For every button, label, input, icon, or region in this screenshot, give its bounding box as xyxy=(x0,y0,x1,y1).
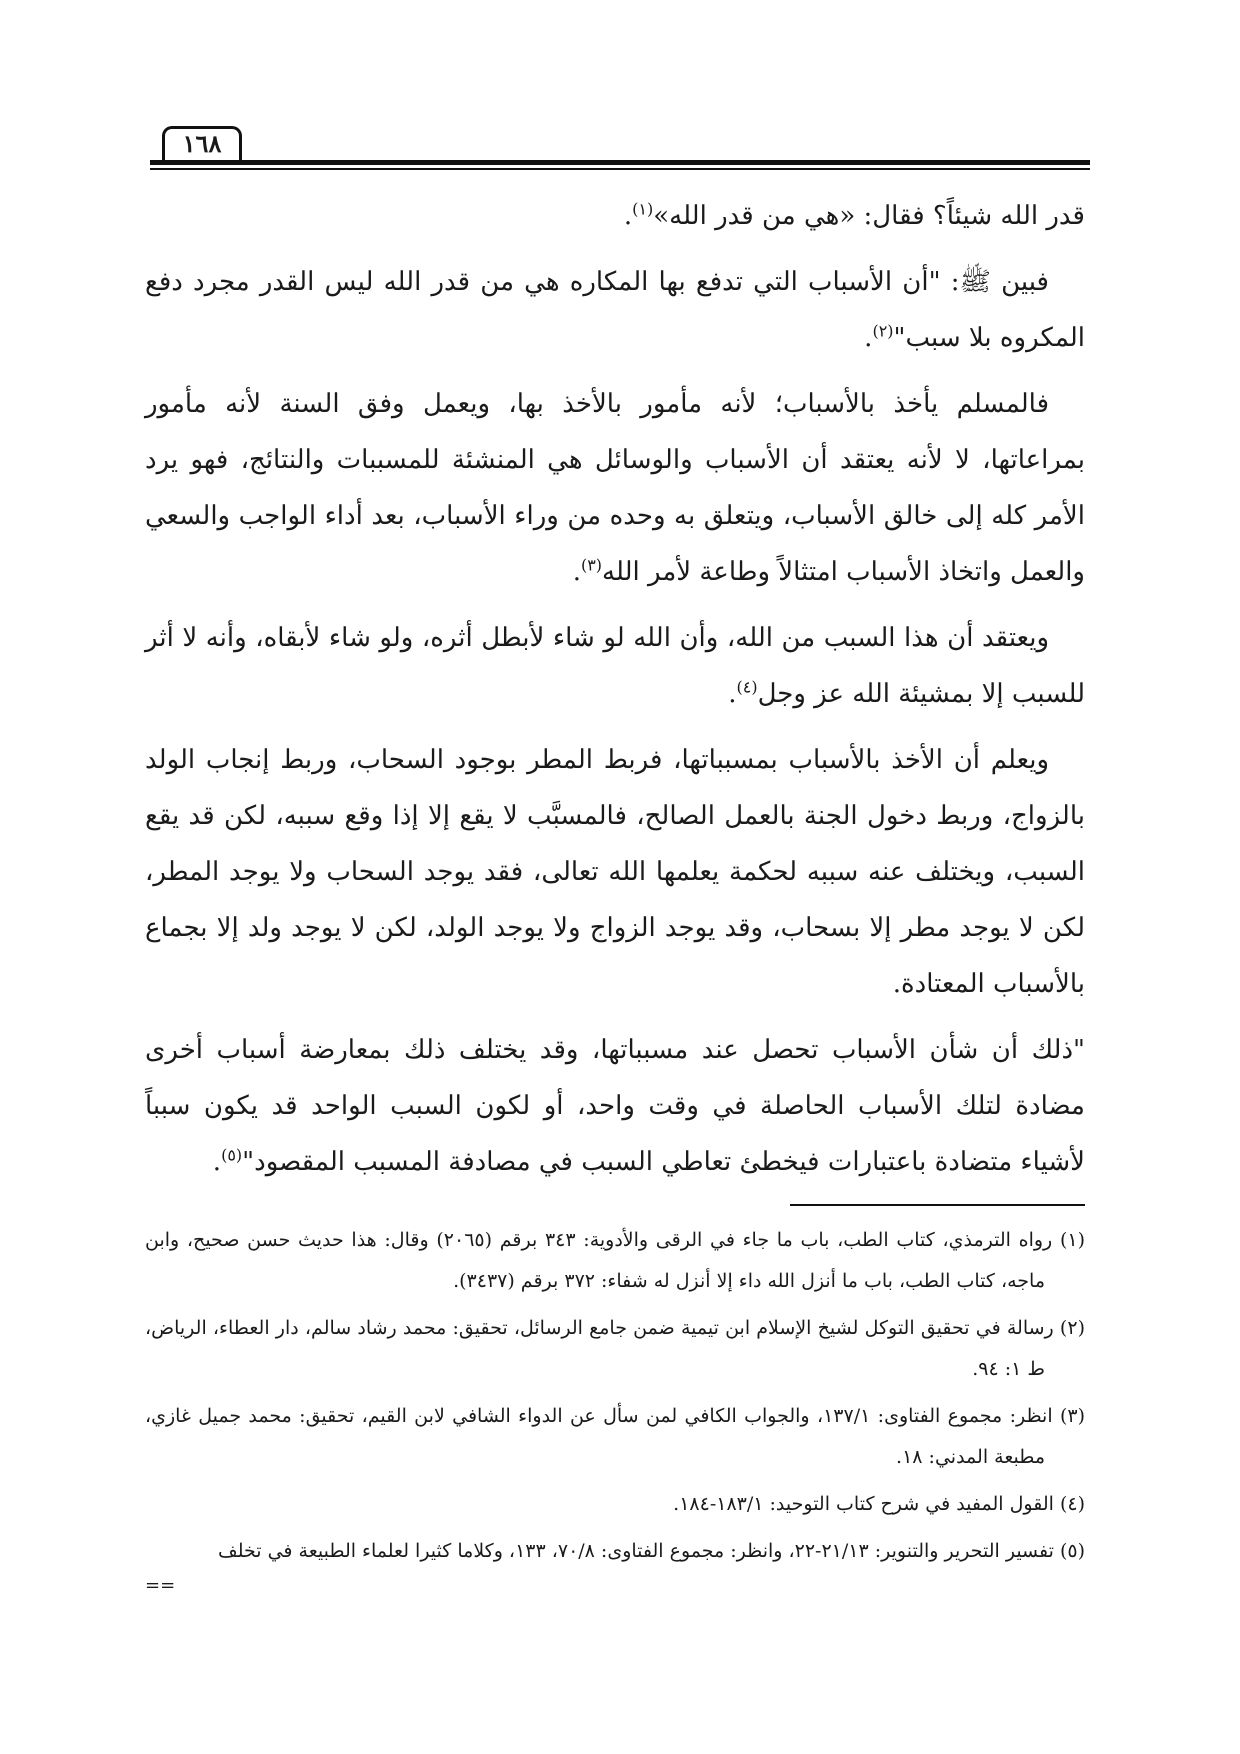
footnote: (٤) القول المفيد في شرح كتاب التوحيد: ١٨٣/١-١٨٤. xyxy=(673,1493,1085,1515)
footnotes xyxy=(145,1220,1085,1594)
header-rule-thick xyxy=(150,160,1090,165)
page-header xyxy=(150,126,1090,170)
footnote: (٥) تفسير التحرير والتنوير: ٢١/١٣-٢٢، وانظر: مجموع الفتاوى: ٧٠/٨، ١٣٣، وكلاما كثيرا لعلماء الطبيعة في تخلف xyxy=(218,1540,1085,1562)
header-rule-thin xyxy=(150,168,1090,170)
paragraph: ويعتقد أن هذا السبب من الله، وأن الله لو شاء لأبطل أثره، ولو شاء لأبقاه، وأنه لا أثر للسبب إلا بمشيئة الله عز وجل$^{(٤)}$. xyxy=(145,623,1085,709)
footnote-ref: (١) xyxy=(632,199,654,219)
paragraph: "ذلك أن شأن الأسباب تحصل عند مسبباتها، وقد يختلف ذلك بمعارضة أسباب أخرى مضادة لتلك الأسباب الحاصلة في وقت واحد، أو لكون السبب الواحد قد يكون سبباً لأشياء متضادة باعتبارات فيخطئ تعاطي السبب في مصادفة المسبب المقصود"$^{(٥)}$. xyxy=(145,1035,1085,1177)
footnote-divider xyxy=(790,1204,1085,1206)
paragraph: فبين ﷺ: "أن الأسباب التي تدفع بها المكاره هي من قدر الله ليس القدر مجرد دفع المكروه بلا سبب"$^{(٢)}$. xyxy=(145,267,1085,353)
footnote-ref: (٤) xyxy=(736,677,758,697)
footnote-ref: (٥) xyxy=(221,1145,243,1165)
footnote-ref: (٢) xyxy=(872,321,894,341)
continuation-mark: == xyxy=(145,1575,176,1596)
footnote: (١) رواه الترمذي، كتاب الطب، باب ما جاء في الرقى والأدوية: ٣٤٣ برقم (٢٠٦٥) وقال: هذا حديث حسن صحيح، وابن ماجه، كتاب الطب، باب ما أنزل الله داء إلا أنزل له شفاء: ٣٧٢ برقم (٣٤٣٧). xyxy=(145,1229,1085,1292)
footnote: (٢) رسالة في تحقيق التوكل لشيخ الإسلام ابن تيمية ضمن جامع الرسائل، تحقيق: محمد رشاد سالم، دار العطاء، الرياض، ط ١: ٩٤. xyxy=(145,1317,1085,1380)
paragraph: ويعلم أن الأخذ بالأسباب بمسبباتها، فربط المطر بوجود السحاب، وربط إنجاب الولد بالزواج، وربط دخول الجنة بالعمل الصالح، فالمسبَّب لا يقع إلا إذا وقع سببه، لكن قد يقع السبب، ويختلف عنه سببه لحكمة يعلمها الله تعالى، فقد يوجد السحاب ولا يوجد المطر، لكن لا يوجد مطر إلا بسحاب، وقد يوجد الزواج ولا يوجد الولد، لكن لا يوجد ولد إلا بجماع بالأسباب المعتادة. xyxy=(145,745,1085,999)
page-number: ١٦٨ xyxy=(162,126,242,160)
body-text xyxy=(145,188,1085,1200)
paragraph: فالمسلم يأخذ بالأسباب؛ لأنه مأمور بالأخذ بها، ويعمل وفق السنة لأنه مأمور بمراعاتها، لا لأنه يعتقد أن الأسباب والوسائل هي المنشئة للمسببات والنتائج، فهو يرد الأمر كله إلى خالق الأسباب، ويتعلق به وحده من وراء الأسباب، بعد أداء الواجب والسعي والعمل واتخاذ الأسباب امتثالاً وطاعة لأمر الله$^{(٣)}$. xyxy=(145,389,1085,587)
paragraph: قدر الله شيئاً؟ فقال: «هي من قدر الله»$^{(١)}$. xyxy=(623,199,1085,231)
footnote-ref: (٣) xyxy=(580,555,603,575)
footnote: (٣) انظر: مجموع الفتاوى: ١٣٧/١، والجواب الكافي لمن سأل عن الدواء الشافي لابن القيم، تحقيق: محمد جميل غازي، مطبعة المدني: ١٨. xyxy=(145,1405,1086,1468)
